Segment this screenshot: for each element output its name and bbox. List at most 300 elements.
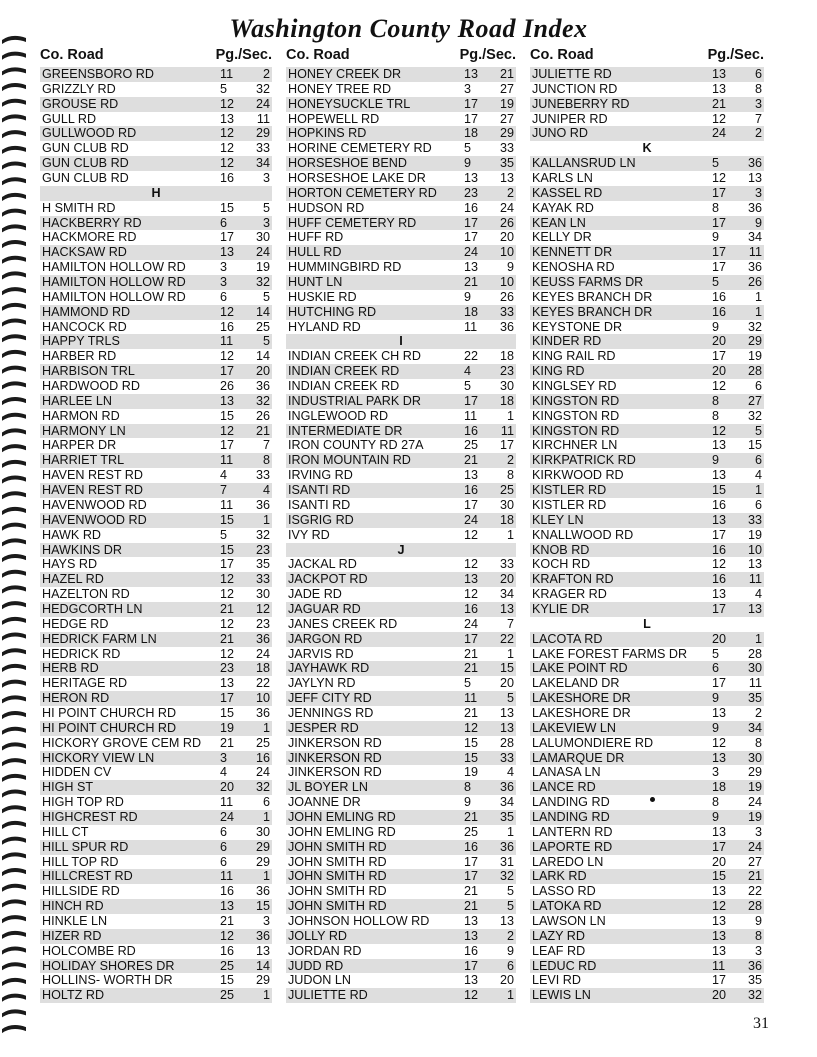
road-name: HEDRICK RD — [42, 646, 121, 661]
spiral-coil — [2, 491, 26, 499]
road-name: LAWSON LN — [532, 913, 606, 928]
road-name: KRAGER RD — [532, 587, 607, 602]
section-value: 24 — [255, 765, 270, 780]
road-row — [40, 424, 272, 439]
road-name: ISGRIG RD — [288, 512, 354, 527]
page-value: 17 — [220, 364, 235, 379]
section-value: 1 — [506, 988, 514, 1003]
road-row — [530, 275, 764, 290]
road-row — [40, 260, 272, 275]
road-name: LAKEVIEW LN — [532, 720, 616, 735]
spiral-coil — [2, 193, 26, 201]
road-row — [530, 988, 764, 1003]
page-value: 17 — [464, 631, 479, 646]
road-row — [40, 691, 272, 706]
section-value: 23 — [499, 364, 514, 379]
page-value: 25 — [220, 958, 235, 973]
page-value: 12 — [220, 156, 235, 171]
road-row — [530, 721, 764, 736]
road-name: HAMILTON HOLLOW RD — [42, 275, 186, 290]
road-row — [286, 751, 516, 766]
page-value: 15 — [220, 973, 235, 988]
page-value: 23 — [220, 661, 235, 676]
road-row — [40, 736, 272, 751]
road-name: LEWIS LN — [532, 988, 591, 1003]
section-value: 32 — [255, 393, 270, 408]
section-value: 35 — [747, 691, 762, 706]
page-value: 12 — [220, 928, 235, 943]
page-value: 5 — [712, 156, 720, 171]
page-value: 21 — [464, 453, 479, 468]
road-row — [286, 67, 516, 82]
section-value: 29 — [255, 973, 270, 988]
page-value: 16 — [712, 572, 727, 587]
page-title: Washington County Road Index — [229, 14, 588, 43]
road-name: KLEY LN — [532, 512, 584, 527]
road-row — [40, 230, 272, 245]
road-row — [530, 572, 764, 587]
page-value: 12 — [464, 587, 479, 602]
road-row — [40, 676, 272, 691]
road-row — [530, 765, 764, 780]
page-value: 12 — [220, 141, 235, 156]
section-value: 19 — [747, 809, 762, 824]
page-value: 13 — [712, 928, 727, 943]
section-value: 29 — [499, 126, 514, 141]
road-row — [530, 751, 764, 766]
page-value: 12 — [712, 735, 727, 750]
road-row — [286, 216, 516, 231]
road-name: HERB RD — [42, 661, 99, 676]
page-value: 16 — [464, 423, 479, 438]
road-row — [40, 929, 272, 944]
road-name: HINCH RD — [42, 899, 104, 914]
road-name: HAVENWOOD RD — [42, 497, 147, 512]
section-value: 13 — [499, 720, 514, 735]
road-row — [530, 230, 764, 245]
road-name: HACKSAW RD — [42, 245, 127, 260]
road-name: ISANTI RD — [288, 483, 351, 498]
spiral-coil — [2, 83, 26, 91]
road-name: KYLIE DR — [532, 601, 590, 616]
road-name: JADE RD — [288, 587, 342, 602]
road-name: HOLLINS- WORTH DR — [42, 973, 173, 988]
section-value: 1 — [506, 408, 514, 423]
road-name: KIRKPATRICK RD — [532, 453, 636, 468]
road-row — [40, 245, 272, 260]
section-value: 19 — [255, 260, 270, 275]
section-value: 34 — [747, 720, 762, 735]
road-row — [40, 899, 272, 914]
section-value: 15 — [747, 438, 762, 453]
road-row — [40, 795, 272, 810]
road-name: HONEYSUCKLE TRL — [288, 96, 411, 111]
page-value: 9 — [712, 230, 720, 245]
spiral-coil — [2, 680, 26, 688]
road-row — [286, 557, 516, 572]
road-row — [286, 825, 516, 840]
section-value: 26 — [499, 215, 514, 230]
road-name: KINDER RD — [532, 334, 602, 349]
section-value: 32 — [499, 869, 514, 884]
section-value: 36 — [747, 200, 762, 215]
spiral-coil — [2, 99, 26, 107]
page-value: 12 — [464, 557, 479, 572]
road-row — [530, 394, 764, 409]
road-row — [40, 572, 272, 587]
page-value: 21 — [464, 899, 479, 914]
road-row — [40, 840, 272, 855]
road-name: HAYS RD — [42, 557, 98, 572]
road-name: HAWKINS DR — [42, 542, 122, 557]
road-row — [40, 914, 272, 929]
page-value: 17 — [712, 527, 727, 542]
road-row — [40, 290, 272, 305]
spiral-coil — [2, 852, 26, 860]
road-name: JORDAN RD — [288, 943, 362, 958]
section-value: 33 — [499, 750, 514, 765]
section-value: 34 — [499, 795, 514, 810]
road-name: HILL TOP RD — [42, 854, 119, 869]
section-value: 33 — [499, 141, 514, 156]
page-value: 17 — [712, 185, 727, 200]
road-header: Co. Road — [530, 47, 594, 63]
road-row — [530, 201, 764, 216]
road-name: HAMMOND RD — [42, 304, 131, 319]
road-row — [530, 409, 764, 424]
section-value: 28 — [747, 899, 762, 914]
road-row — [530, 587, 764, 602]
road-name: HAMILTON HOLLOW RD — [42, 289, 186, 304]
section-value: 19 — [499, 96, 514, 111]
page-value: 6 — [220, 824, 228, 839]
spiral-coil — [2, 633, 26, 641]
road-row — [286, 706, 516, 721]
road-name: JOANNE DR — [288, 795, 361, 810]
road-name: LAKELAND DR — [532, 676, 620, 691]
road-name: HACKBERRY RD — [42, 215, 142, 230]
road-row — [40, 587, 272, 602]
road-name: LANASA LN — [532, 765, 601, 780]
road-name: HUNT LN — [288, 275, 343, 290]
road-row — [286, 468, 516, 483]
road-name: JAYLYN RD — [288, 676, 356, 691]
road-row — [286, 82, 516, 97]
section-value: 15 — [255, 899, 270, 914]
section-letter: K — [530, 141, 764, 156]
road-name: JARGON RD — [288, 631, 363, 646]
road-row — [530, 483, 764, 498]
section-value: 1 — [754, 631, 762, 646]
road-row — [40, 364, 272, 379]
page-value: 9 — [464, 795, 472, 810]
page-value: 13 — [712, 512, 727, 527]
page-value: 11 — [220, 334, 234, 349]
page-value: 16 — [464, 839, 479, 854]
section-value: 18 — [499, 512, 514, 527]
page-value: 12 — [220, 304, 235, 319]
page-value: 16 — [464, 601, 479, 616]
road-name: JOHNSON HOLLOW RD — [288, 913, 430, 928]
road-row — [286, 988, 516, 1003]
page-value: 11 — [464, 408, 478, 423]
section-value: 36 — [255, 884, 270, 899]
road-row — [286, 409, 516, 424]
road-name: INDUSTRIAL PARK DR — [288, 393, 421, 408]
section-value: 24 — [747, 839, 762, 854]
road-row — [286, 112, 516, 127]
road-row — [286, 349, 516, 364]
page-value: 16 — [464, 483, 479, 498]
road-name: JARVIS RD — [288, 646, 354, 661]
road-name: HIGH TOP RD — [42, 795, 124, 810]
page-value: 21 — [464, 275, 479, 290]
section-value: 3 — [262, 171, 270, 186]
road-name: HARPER DR — [42, 438, 117, 453]
section-value: 13 — [499, 705, 514, 720]
page-value: 17 — [464, 393, 479, 408]
section-value: 1 — [262, 988, 270, 1003]
page-value: 16 — [712, 497, 727, 512]
section-value: 3 — [262, 215, 270, 230]
section-value: 1 — [262, 809, 270, 824]
page-value: 12 — [464, 720, 479, 735]
road-row — [40, 825, 272, 840]
road-name: HINKLE LN — [42, 913, 108, 928]
spiral-coil — [2, 271, 26, 279]
road-name: KEAN LN — [532, 215, 586, 230]
road-name: JACKAL RD — [288, 557, 357, 572]
page-value: 12 — [712, 171, 727, 186]
road-name: HEDGCORTH LN — [42, 601, 143, 616]
section-value: 4 — [506, 765, 514, 780]
road-row — [40, 156, 272, 171]
road-row — [40, 884, 272, 899]
road-name: HILL CT — [42, 824, 89, 839]
page-value: 21 — [712, 96, 727, 111]
page-value: 16 — [712, 289, 727, 304]
road-name: HARMON RD — [42, 408, 120, 423]
page-value: 21 — [220, 631, 235, 646]
road-row — [40, 706, 272, 721]
road-name: KING RAIL RD — [532, 349, 616, 364]
section-value: 14 — [255, 349, 270, 364]
page-value: 12 — [712, 557, 727, 572]
road-row — [530, 855, 764, 870]
spiral-coil — [2, 695, 26, 703]
road-row — [530, 795, 764, 810]
page-value: 12 — [220, 349, 235, 364]
road-name: JL BOYER LN — [288, 780, 369, 795]
road-row — [530, 112, 764, 127]
spiral-coil — [2, 1009, 26, 1017]
road-name: HARRIET TRL — [42, 453, 125, 468]
section-value: 20 — [499, 973, 514, 988]
road-row — [286, 364, 516, 379]
road-row — [286, 602, 516, 617]
page-value: 13 — [220, 245, 235, 260]
road-name: LANCE RD — [532, 780, 596, 795]
page-value: 11 — [220, 795, 234, 810]
road-name: LAREDO LN — [532, 854, 604, 869]
spiral-coil — [2, 727, 26, 735]
road-list — [286, 67, 516, 1003]
road-row — [286, 959, 516, 974]
road-row — [530, 929, 764, 944]
road-row — [286, 275, 516, 290]
page-value: 11 — [220, 67, 234, 81]
spiral-coil — [2, 899, 26, 907]
page-value: 13 — [712, 913, 727, 928]
road-row — [40, 751, 272, 766]
page-value: 20 — [712, 854, 727, 869]
road-row — [530, 260, 764, 275]
road-row — [40, 647, 272, 662]
road-name: HUTCHING RD — [288, 304, 377, 319]
page-value: 15 — [220, 200, 235, 215]
road-name: HONEY TREE RD — [288, 81, 392, 96]
road-name: HARLEE LN — [42, 393, 112, 408]
section-value: 23 — [255, 616, 270, 631]
section-value: 2 — [506, 453, 514, 468]
page-value: 9 — [712, 809, 720, 824]
road-name: HAMILTON HOLLOW RD — [42, 260, 186, 275]
section-value: 36 — [255, 379, 270, 394]
spiral-coil — [2, 947, 26, 955]
road-name: JANES CREEK RD — [288, 616, 398, 631]
page-value: 5 — [712, 646, 720, 661]
page-value: 7 — [220, 483, 228, 498]
road-name: LAKE POINT RD — [532, 661, 628, 676]
road-list — [530, 67, 764, 1003]
road-name: HORTON CEMETERY RD — [288, 185, 437, 200]
road-name: LEVI RD — [532, 973, 581, 988]
page-value: 17 — [220, 557, 235, 572]
road-row — [40, 765, 272, 780]
section-value: 25 — [255, 319, 270, 334]
road-name: KINGSTON RD — [532, 408, 620, 423]
road-name: HARDWOOD RD — [42, 379, 140, 394]
road-name: JUDD RD — [288, 958, 344, 973]
section-value: 2 — [506, 928, 514, 943]
road-name: HAVENWOOD RD — [42, 512, 147, 527]
road-name: KASSEL RD — [532, 185, 603, 200]
section-value: 1 — [262, 512, 270, 527]
section-value: 6 — [754, 379, 762, 394]
page-value: 13 — [220, 676, 235, 691]
road-name: JOHN SMITH RD — [288, 884, 387, 899]
road-name: JUNO RD — [532, 126, 588, 141]
road-row — [530, 453, 764, 468]
road-row — [40, 988, 272, 1003]
section-value: 20 — [499, 676, 514, 691]
page-value: 3 — [220, 750, 228, 765]
road-row — [530, 245, 764, 260]
page-value: 6 — [220, 289, 228, 304]
road-name: KENOSHA RD — [532, 260, 615, 275]
page-value: 12 — [220, 423, 235, 438]
road-row — [40, 320, 272, 335]
road-row — [286, 260, 516, 275]
section-value: 34 — [747, 230, 762, 245]
road-name: LACOTA RD — [532, 631, 603, 646]
road-row — [530, 171, 764, 186]
road-row — [40, 528, 272, 543]
road-row — [286, 647, 516, 662]
road-name: HIDDEN CV — [42, 765, 112, 780]
page-value: 4 — [220, 765, 228, 780]
section-value: 36 — [747, 156, 762, 171]
page-value: 12 — [220, 587, 235, 602]
page-value: 21 — [464, 809, 479, 824]
road-name: IRVING RD — [288, 468, 353, 483]
section-value: 5 — [262, 334, 270, 349]
road-row — [530, 899, 764, 914]
road-row — [286, 884, 516, 899]
page-value: 15 — [464, 735, 479, 750]
spiral-coil — [2, 444, 26, 452]
page-value: 20 — [712, 631, 727, 646]
road-row — [530, 528, 764, 543]
page-value: 5 — [712, 275, 720, 290]
page-value: 16 — [712, 304, 727, 319]
page-value: 12 — [464, 988, 479, 1003]
section-value: 20 — [499, 230, 514, 245]
road-name: HOLCOMBE RD — [42, 943, 136, 958]
section-value: 26 — [747, 275, 762, 290]
spiral-coil — [2, 601, 26, 609]
section-value: 18 — [255, 661, 270, 676]
road-name: LEDUC RD — [532, 958, 597, 973]
road-name: INDIAN CREEK RD — [288, 364, 400, 379]
road-row — [286, 156, 516, 171]
road-name: HILL SPUR RD — [42, 839, 129, 854]
road-name: HI POINT CHURCH RD — [42, 705, 177, 720]
section-value: 13 — [747, 557, 762, 572]
page-value: 3 — [220, 275, 228, 290]
road-name: JENNINGS RD — [288, 705, 374, 720]
road-row — [530, 973, 764, 988]
section-value: 2 — [506, 185, 514, 200]
road-name: KINGSTON RD — [532, 393, 620, 408]
section-value: 1 — [262, 720, 270, 735]
section-value: 1 — [262, 869, 270, 884]
section-letter: I — [286, 334, 516, 349]
road-name: KELLY DR — [532, 230, 592, 245]
road-row — [286, 394, 516, 409]
road-row — [530, 706, 764, 721]
page-value: 12 — [220, 96, 235, 111]
road-row — [530, 334, 764, 349]
spiral-binding — [0, 30, 30, 1050]
section-value: 6 — [754, 453, 762, 468]
road-name: LAPORTE RD — [532, 839, 613, 854]
road-row — [40, 141, 272, 156]
road-name: GROUSE RD — [42, 96, 119, 111]
page-value: 16 — [220, 884, 235, 899]
index-column-2 — [286, 43, 516, 1003]
section-value: 32 — [747, 988, 762, 1003]
spiral-coil — [2, 240, 26, 248]
section-value: 13 — [499, 601, 514, 616]
section-value: 32 — [255, 275, 270, 290]
section-value: 24 — [255, 245, 270, 260]
road-name: IRON MOUNTAIN RD — [288, 453, 411, 468]
page-value: 24 — [464, 245, 479, 260]
page-value: 3 — [464, 81, 472, 96]
road-row — [286, 973, 516, 988]
road-row — [40, 438, 272, 453]
